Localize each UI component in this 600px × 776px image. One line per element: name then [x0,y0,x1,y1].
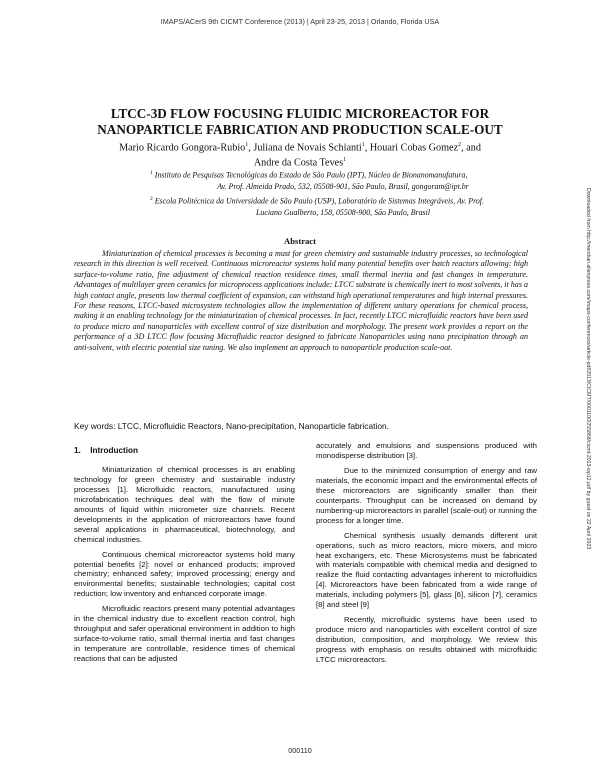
section-heading-introduction [74,446,295,456]
affiliation-2-line-2: Luciano Gualberto, 158, 05508-900, São Paulo, Brasil [255,207,431,217]
download-notice-sidebar [583,188,591,668]
author-2-affil: 1 [361,142,365,148]
paragraph: Chemical synthesis usually demands different unit operations, such as micro reactors, micro mixers, and micro heat exchangers, etc. These Microsystems must be fabricated with materials compatible with chemical media and designed to realize the fluid contacting advantages inherent to microfluidics [4]. Microreactors have been fabricated from a wide range of materials, including polymers [5], glass [6], silicon [7], ceramics [8] and steel [9] [316,530,537,610]
paragraph: Recently, microfluidic systems have been used to produce micro and nanoparticles with excellent control of size distribution, composition, and morphology. We review this progress with emphasis on results obtained with microfluidic LTCC microreactors. [316,615,537,665]
affiliation-1-mark: 1 [150,170,153,176]
paragraph: Continuous chemical microreactor systems hold many potential benefits [2]: novel or enhanced products; improved chemistry; enhanced safety; improved processing; energy and environmental benefits; sustainable technologies; capital cost reduction; low inventory and enhanced corporate image. [74,549,295,599]
abstract-text: Miniaturization of chemical processes is becoming a must for green chemistry and sustainable industry processes, so technological research in this direction is well received. Continuous microreactor systems hold many potential benefits over batch reactors allowing: high surface-to-volume ratio, fine adjustment of chemical reaction residence times, small thermal inertia and fast changes in temperature. Advantages of multilayer green ceramics for microprocess applications include: LTCC substrate is chemically inert to most solvents, it has a high contact angle, presents low thermal coefficient of expansion, can withstand high operational temperatures and high internal pressures. For these reasons, LTCC-based microsystem technologies allow the implementation of different unitary operations for chemical process, making it an enabling technology for the miniaturization of chemical processes. In fact, recently LTCC microfluidic reactors have been used to produce micro and nanoparticles with excellent control of size distribution and morphology. The present work provides a report on the performance of a 3D LTCC flow focusing Microfluidic reactor designed to fabricate Nanoparticles using nano precipitation through an anti-solvent, with electric potential size tuning. We also implement an approach to nanoparticle production scale-out. [74,249,528,352]
author-4-affil: 1 [343,157,347,164]
download-notice-text: Downloaded from http://meridian.allenpress.com/imaps-conferences/article-pdf/2013/CICMT/000110/2255868/cicmt-2013-wp12.pdf by guest on 22 April 2023 [585,188,591,550]
section-number: 1. [74,446,81,455]
author-3-affil: 2 [458,142,462,148]
paper-title [60,106,540,138]
paragraph: Microfluidic reactors present many potential advantages in the chemical industry due to excellent reaction control, high throughput and safer operational environment in addition to high surface-to-volume ratio, small thermal inertia and fast changes in temperature are controllable, residence times of chemical reactions that can be adjusted [74,604,295,664]
paragraph: Miniaturization of chemical processes is an enabling technology for green chemistry and sustainable industry processes [1]. Microfluidic reactors, manufactured using microfabrication techniques deal with the flow of minute amounts of liquid within micrometer size channels. Recent developments in the application of microreactors have found several applications in pharmaceutical, biotechnology, and chemical industries. [74,464,295,544]
conference-header: IMAPS/ACerS 9th CICMT Conference (2013) | April 23-25, 2013 | Orlando, Florida USA [160,17,440,26]
right-column [316,441,537,670]
author-2: , Juliana de Novais Schianti [248,142,362,154]
author-and: , and [461,142,481,154]
title-line-2: NANOPARTICLE FABRICATION AND PRODUCTION SCALE-OUT [97,122,503,137]
left-column [74,446,295,669]
author-4: Andre da Costa Teves [253,157,344,169]
page-number: 000110 [288,746,312,755]
affiliation-2-mark: 2 [150,196,153,202]
keywords: Key words: LTCC, Microfluidic Reactors, Nano-precipitation, Nanoparticle fabrication. [74,421,389,431]
author-3: , Houari Cobas Gomez [364,142,459,154]
affiliation-1-line-1: Instituto de Pesquisas Tecnológicas do Estado de São Paulo (IPT), Núcleo de Bionanomanufatura, [154,170,468,180]
affiliation-2 [150,194,530,218]
author-1-affil: 1 [245,142,249,148]
title-line-1: LTCC-3D FLOW FOCUSING FLUIDIC MICROREACTOR FOR [110,106,490,121]
affiliation-1-line-2: Av. Prof. Almeida Prado, 532, 05508-901, São Paulo, Brasil, gongoram@ipt.br [217,181,469,191]
section-title: Introduction [90,446,139,455]
author-list [70,139,530,170]
affiliation-1 [150,168,530,192]
paragraph: Due to the minimized consumption of energy and raw materials, the economic impact and the environmental effects of these microreactors are significantly smaller than their counterparts. Throughput can be increased on demand by numbering-up microreactors in parallel (scale-out) or running the process for a longer time. [316,465,537,525]
abstract-heading: Abstract [284,236,316,246]
author-1: Mario Ricardo Gongora-Rubio [119,142,246,154]
paragraph: accurately and emulsions and suspensions produced with monodisperse distribution [3]. [316,441,537,460]
affiliation-2-line-1: Escola Politécnica da Universidade de São Paulo (USP), Laboratório de Sistemas Integráveis, Av. Prof. [154,196,484,206]
